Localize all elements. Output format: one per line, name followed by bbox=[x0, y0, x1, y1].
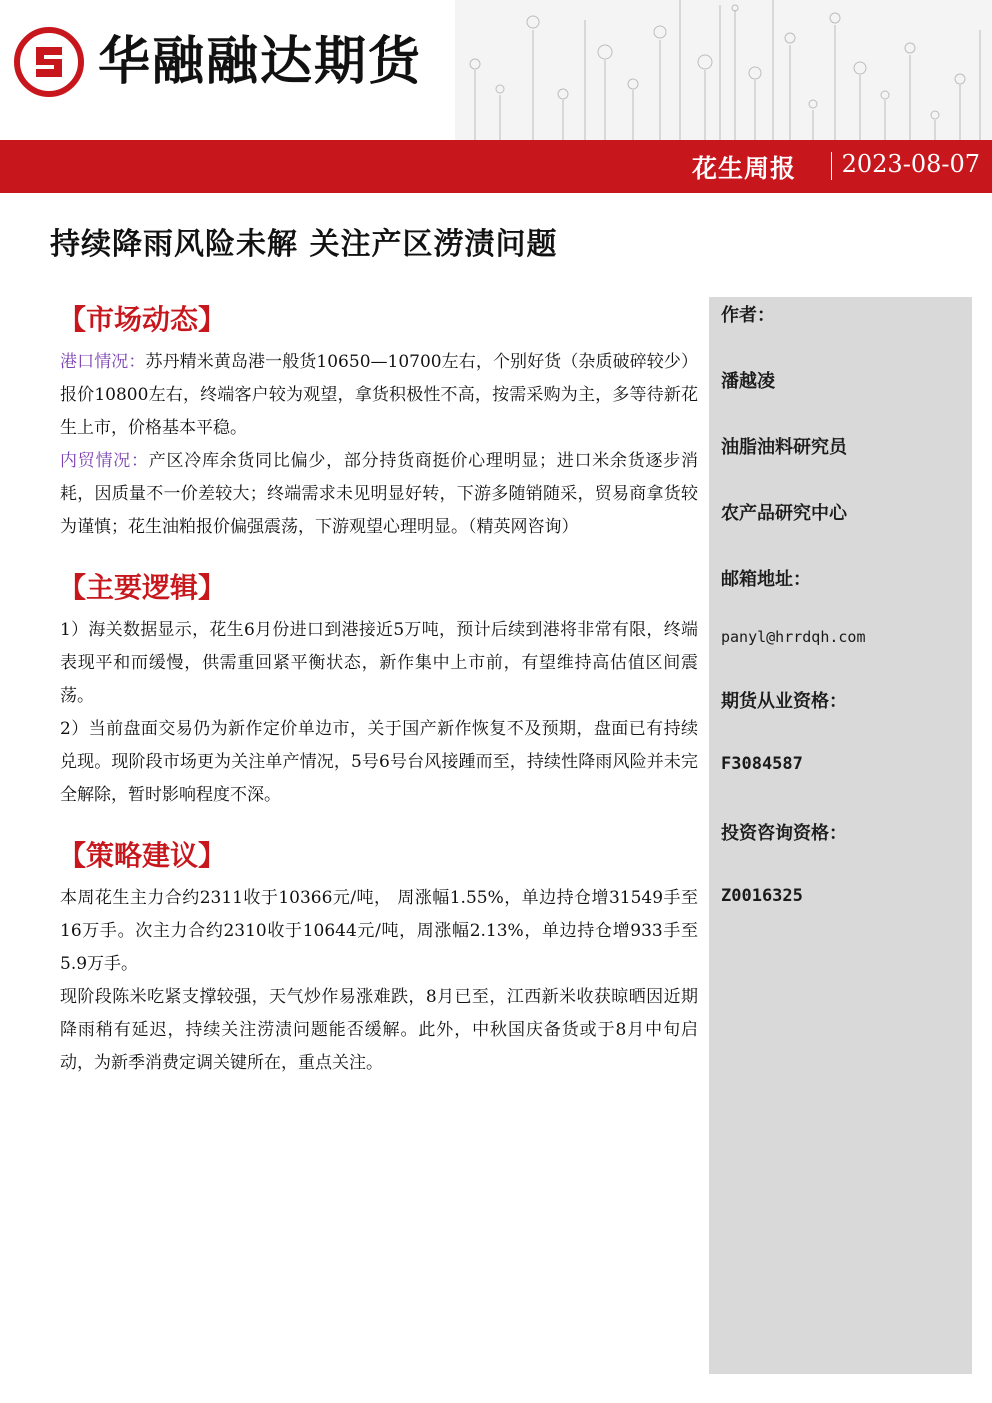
author-dept: 农产品研究中心 bbox=[721, 503, 847, 524]
author-label: 作者： bbox=[721, 305, 775, 326]
author-sidebar bbox=[709, 297, 972, 1374]
logic-paragraph-2: 2）当前盘面交易仍为新作定价单边市，关于国产新作恢复不及预期，盘面已有持续兑现。现阶段市场更为关注单产情况，5号6号台风接踵而至，持续性降雨风险并未完全解除，暂时影响程度不深。 bbox=[60, 719, 698, 805]
consult-number: Z0016325 bbox=[721, 886, 803, 906]
logic-paragraph-1: 1）海关数据显示，花生6月份进口到港接近5万吨，预计后续到港将非常有限，终端表现平和而缓慢，供需重回紧平衡状态，新作集中上市前，有望维持高估值区间震荡。 bbox=[60, 620, 698, 706]
report-date: 2023-08-07 bbox=[841, 150, 980, 178]
email-address[interactable]: panyl@hrrdqh.com bbox=[721, 628, 866, 646]
domestic-label: 内贸情况： bbox=[60, 451, 149, 471]
author-title: 油脂油料研究员 bbox=[721, 437, 847, 458]
brand-name: 华融融达期货 bbox=[98, 32, 423, 92]
domestic-paragraph bbox=[60, 445, 698, 544]
consult-label: 投资咨询资格： bbox=[721, 823, 847, 844]
strategy-paragraph-1: 本周花生主力合约2311收于10366元/吨， 周涨幅1.55%，单边持仓增31549手至16万手。次主力合约2310收于10644元/吨，周涨幅2.13%，单边持仓增933手至5.9万手。 bbox=[60, 888, 698, 974]
strategy-heading: 【策略建议】 bbox=[58, 839, 227, 872]
main-content bbox=[60, 298, 698, 1080]
market-heading: 【市场动态】 bbox=[58, 303, 227, 336]
license-label: 期货从业资格： bbox=[721, 691, 847, 712]
decorative-lines bbox=[455, 0, 992, 140]
license-number: F3084587 bbox=[721, 754, 803, 774]
author-name: 潘越凌 bbox=[721, 371, 775, 392]
header bbox=[0, 0, 992, 193]
strategy-paragraph-2: 现阶段陈米吃紧支撑较强，天气炒作易涨难跌，8月已至，江西新米收获晾晒因近期降雨稍有延迟，持续关注涝渍问题能否缓解。此外，中秋国庆备货或于8月中旬启动，为新季消费定调关键所在，重点关注。 bbox=[60, 987, 698, 1073]
email-label: 邮箱地址： bbox=[721, 569, 811, 590]
report-banner bbox=[0, 140, 992, 193]
page-title: 持续降雨风险未解 关注产区涝渍问题 bbox=[50, 227, 558, 262]
logic-heading: 【主要逻辑】 bbox=[58, 571, 227, 604]
company-logo-icon bbox=[14, 27, 84, 97]
port-paragraph bbox=[60, 346, 698, 445]
banner-divider bbox=[831, 152, 832, 180]
port-label: 港口情况： bbox=[60, 352, 146, 372]
report-type: 花生周报 bbox=[691, 154, 796, 183]
port-text: 苏丹精米黄岛港一般货10650—10700左右，个别好货（杂质破碎较少）报价10800左右，终端客户较为观望，拿货积极性不高，按需采购为主，多等待新花生上市，价格基本平稳。 bbox=[60, 352, 698, 438]
domestic-text: 产区冷库余货同比偏少，部分持货商挺价心理明显；进口米余货逐步消耗，因质量不一价差较大；终端需求未见明显好转，下游多随销随采，贸易商拿货较为谨慎；花生油粕报价偏强震荡，下游观望心理明显。（精英网咨询） bbox=[60, 451, 699, 537]
